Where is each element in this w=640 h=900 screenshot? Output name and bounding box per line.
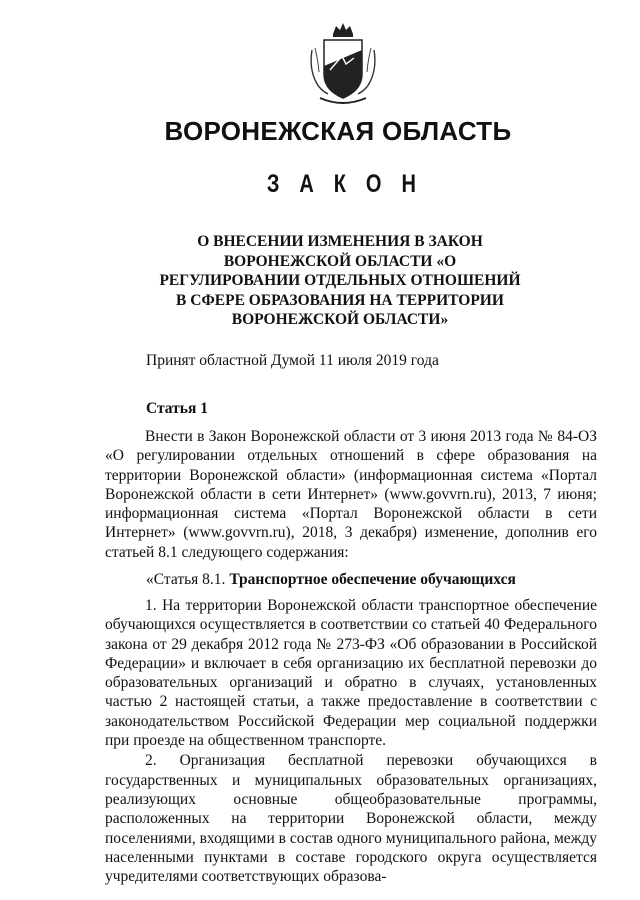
article-1-title: Статья 1 [146,400,208,417]
coat-of-arms-emblem [306,20,380,108]
article-8-1-body [105,596,597,886]
heading-line: В СФЕРЕ ОБРАЗОВАНИЯ НА ТЕРРИТОРИИ [176,291,504,309]
article-8-1-prefix: «Статья 8.1. [146,571,230,588]
document-type-title: З А К О Н [266,170,424,198]
article-8-1-title [146,571,516,589]
article-8-1-paragraph-1: 1. На территории Воронежской области транспортное обеспечение обучающихся осуществляется в соответствии со статьей 40 Федерального закона от 29 декабря 2012 года № 273-ФЗ «Об образовании в Российской Федерации» и включает в себя организацию их бесплатной перевозки до образовательных организаций и обратно в случаях, установленных частью 2 настоящей статьи, а также предоставление в соответствии с законодательством Российской Федерации мер социальной поддержки при проезде на общественном транспорте. [105,597,597,750]
heading-line: О ВНЕСЕНИИ ИЗМЕНЕНИЯ В ЗАКОН [197,233,483,250]
article-1-paragraph: Внести в Закон Воронежской области от 3 июня 2013 года № 84-ОЗ «О регулировании отдельных отношений в сфере образования на территории Воронежской области» (информационная система «Портал Воронежской области в сети Интернет» (www.govvrn.ru), 2013, 7 июня; информационная система «Портал Воронежской области в сети Интернет» (www.govvrn.ru), 2018, 3 декабря) изменение, дополнив его статьей 8.1 следующего содержания: [105,428,597,561]
adoption-date: Принят областной Думой 11 июля 2019 года [146,352,439,369]
article-1-body [105,427,597,562]
heading-line: ВОРОНЕЖСКОЙ ОБЛАСТИ» [231,311,449,328]
article-8-1-paragraph-2: 2. Организация бесплатной перевозки обучающихся в государственных и муниципальных образовательных организациях, реализующих основные общеобразовательные программы, расположенных на территории Воронежской области, между поселениями, входящими в состав одного муниципального района, между населенными пунктами в составе городского округа осуществляется учредителями соответствующих образова- [105,752,597,886]
heading-line: РЕГУЛИРОВАНИИ ОТДЕЛЬНЫХ ОТНОШЕНИЙ [159,272,521,289]
law-heading [150,232,530,330]
article-8-1-name: Транспортное обеспечение обучающихся [229,571,516,588]
region-title: ВОРОНЕЖСКАЯ ОБЛАСТЬ [164,116,512,146]
heading-line: ВОРОНЕЖСКОЙ ОБЛАСТИ «О [223,252,457,270]
